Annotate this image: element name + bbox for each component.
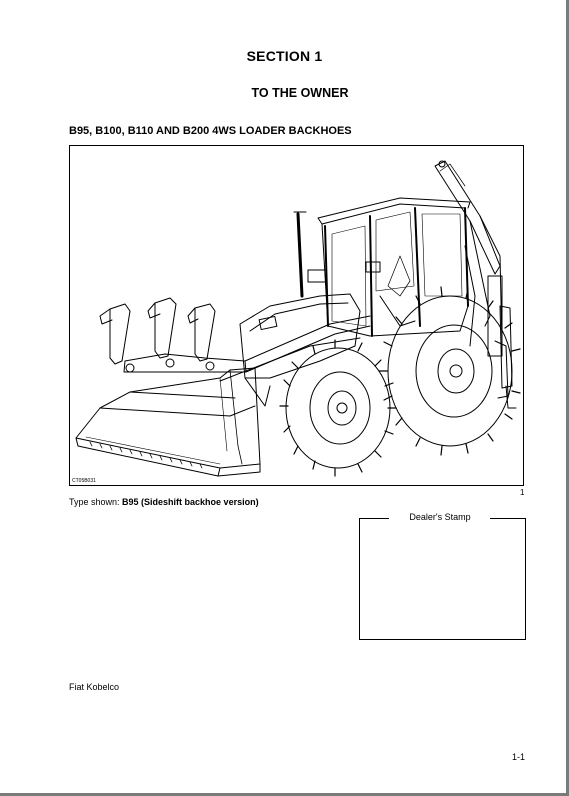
figure-number: 1 <box>520 488 525 497</box>
front-wheel <box>280 340 396 476</box>
manufacturer-name: Fiat Kobelco <box>69 682 120 692</box>
operator-cab <box>308 198 470 336</box>
dealer-stamp-box <box>359 518 526 640</box>
rear-wheel <box>379 287 520 455</box>
figure-frame <box>69 145 524 486</box>
backhoe-boom <box>435 161 508 398</box>
loader-bucket <box>76 368 260 476</box>
caption-prefix: Type shown: <box>69 497 123 507</box>
figure-code: CT05B031 <box>72 478 96 484</box>
section-title: SECTION 1 <box>246 48 323 64</box>
models-heading: B95, B100, B110 AND B200 4WS LOADER BACKHOES <box>69 125 352 137</box>
stamp-border-left <box>359 518 389 519</box>
dealer-stamp-label: Dealer's Stamp <box>409 512 471 522</box>
caption-model: B95 (Sideshift backhoe version) <box>122 497 259 507</box>
owner-title: TO THE OWNER <box>251 86 349 100</box>
loader-backhoe-illustration <box>70 146 524 486</box>
stamp-border-right <box>490 518 526 519</box>
figure-caption <box>69 497 259 507</box>
page-number: 1-1 <box>512 752 526 762</box>
loader-arms <box>100 298 370 381</box>
engine-hood <box>240 212 360 406</box>
